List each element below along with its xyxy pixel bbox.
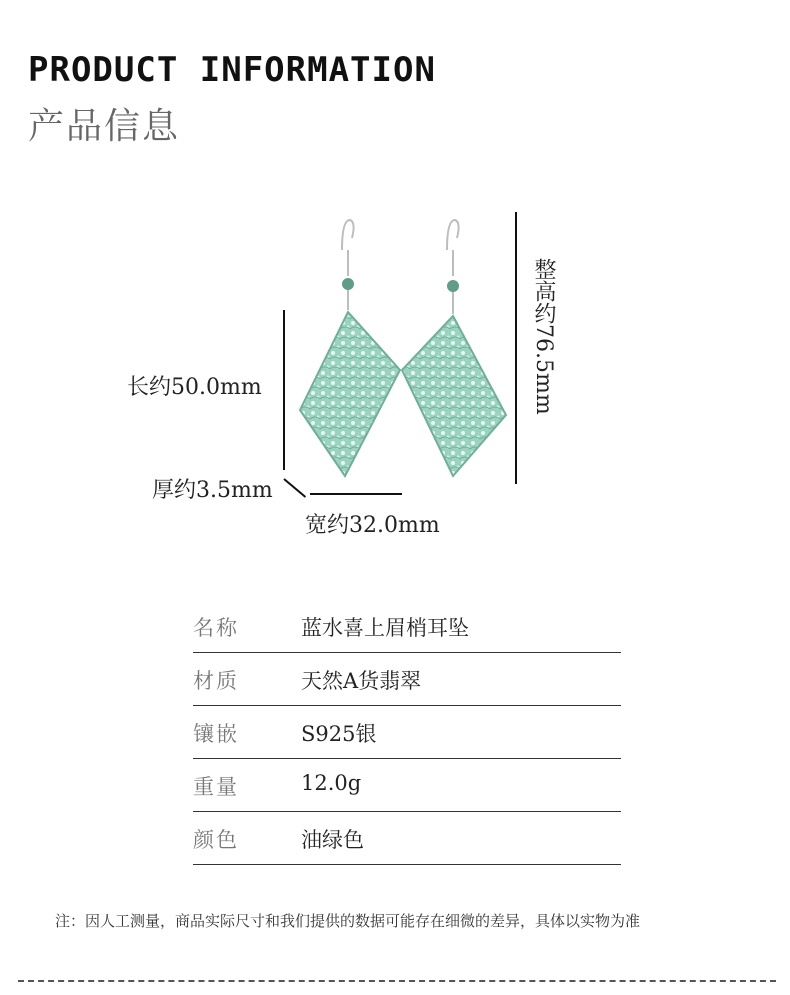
total-height-label: 整高约76.5mm: [531, 258, 556, 415]
left-earring: [300, 220, 400, 476]
title-english: PRODUCT INFORMATION: [28, 50, 436, 90]
spec-row-color: [193, 812, 621, 865]
title-chinese: 产品信息: [28, 106, 181, 147]
dashed-divider: [18, 980, 776, 982]
spec-label: 镶嵌: [193, 722, 239, 746]
spec-label: 重量: [193, 775, 239, 799]
spec-label: 颜色: [193, 828, 239, 852]
spec-value: 油绿色: [301, 828, 364, 852]
spec-row-weight: [193, 759, 621, 812]
spec-value: 12.0g: [301, 771, 362, 795]
width-line: [310, 493, 402, 495]
spec-row-name: [193, 600, 621, 653]
earrings-illustration: [290, 210, 520, 490]
spec-label: 材质: [193, 669, 239, 693]
measurement-note: 注：因人工测量，商品实际尺寸和我们提供的数据可能存在细微的差异，具体以实物为准: [55, 912, 641, 930]
total-height-line: [515, 212, 517, 484]
spec-value: S925银: [301, 722, 377, 746]
spec-label: 名称: [193, 616, 239, 640]
spec-value: 蓝水喜上眉梢耳坠: [301, 616, 469, 640]
length-line: [283, 310, 285, 470]
spec-row-material: [193, 653, 621, 706]
thickness-label: 厚约3.5mm: [152, 478, 273, 503]
right-earring: [402, 220, 506, 476]
spec-table: [193, 600, 621, 865]
spec-value: 天然A货翡翠: [301, 669, 422, 693]
spec-row-setting: [193, 706, 621, 759]
width-label: 宽约32.0mm: [305, 513, 440, 538]
length-label: 长约50.0mm: [127, 375, 262, 400]
